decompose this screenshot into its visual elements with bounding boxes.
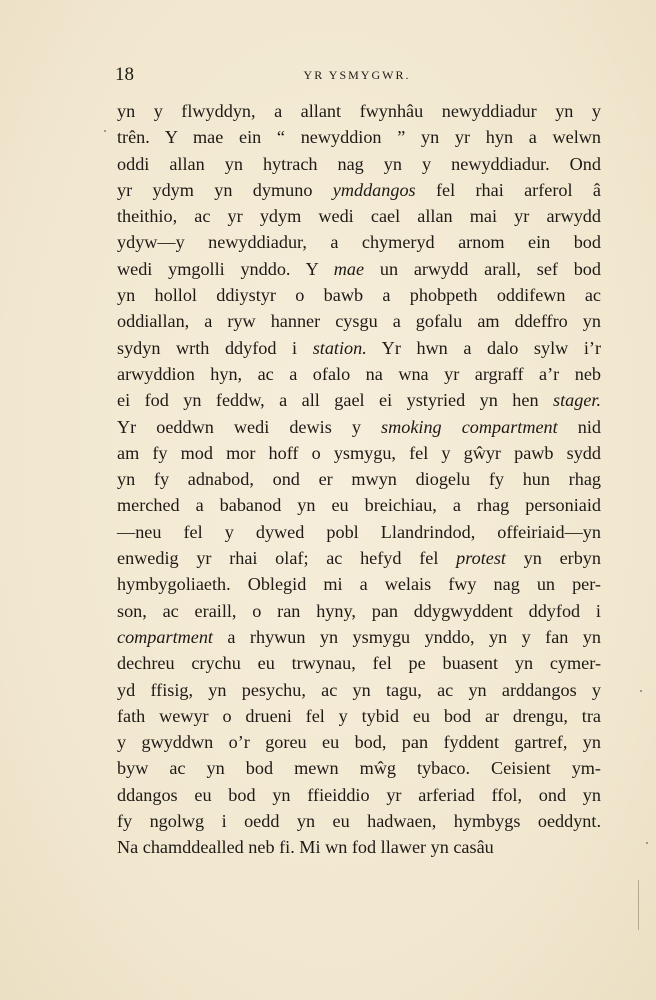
page-edge-mark — [638, 880, 639, 930]
text-line: yd ffisig, yn pesychu, ac yn tagu, ac yn arddangos y — [117, 679, 601, 700]
text-line: byw ac yn bod mewn mŵg tybaco. Ceisient ym- — [117, 758, 601, 779]
text-line: Yr oeddwn wedi dewis y smoking compartment nid — [117, 416, 601, 437]
text-line: yn hollol ddiystyr o bawb a phobpeth oddifewn ac — [117, 285, 601, 306]
text-line: arwyddion hyn, ac a ofalo na wna yr argraff a’r neb — [117, 363, 601, 384]
text-line: dechreu crychu eu trwynau, fel pe buasent yn cymer- — [117, 653, 601, 674]
text-line: fy ngolwg i oedd yn eu hadwaen, hymbygs oeddynt. — [117, 811, 601, 832]
body-text — [117, 98, 601, 861]
paper-speck — [646, 842, 648, 844]
page-number: 18 — [115, 64, 134, 85]
paper-speck — [104, 130, 106, 132]
text-line: oddiallan, a ryw hanner cysgu a gofalu am ddeffro yn — [117, 311, 601, 332]
text-line: trên. Y mae ein “ newyddion ” yn yr hyn a welwn — [117, 127, 601, 148]
text-line: son, ac eraill, o ran hyny, pan ddygwyddent ddyfod i — [117, 600, 601, 621]
text-line: ydyw—y newyddiadur, a chymeryd arnom ein bod — [117, 232, 601, 253]
text-line: Na chamddealled neb fi. Mi wn fod llawer yn casâu — [117, 837, 494, 858]
text-line: ddangos eu bod yn ffieiddio yr arferiad ffol, ond yn — [117, 784, 601, 805]
text-line: —neu fel y dywed pobl Llandrindod, offeiriaid—yn — [117, 521, 601, 542]
text-line: wedi ymgolli ynddo. Y mae un arwydd arall, sef bod — [117, 258, 601, 279]
paper-speck — [640, 690, 642, 692]
page-header — [115, 62, 599, 88]
text-line: ei fod yn feddw, a all gael ei ystyried yn hen stager. — [117, 390, 601, 411]
text-line: y gwyddwn o’r goreu eu bod, pan fyddent gartref, yn — [117, 732, 601, 753]
text-line: theithio, ac yr ydym wedi cael allan mai yr arwydd — [117, 206, 601, 227]
running-head: YR YSMYGWR. — [303, 68, 411, 82]
text-line: merched a babanod yn eu breichiau, a rhag personiaid — [117, 495, 601, 516]
text-line: am fy mod mor hoff o ysmygu, fel y gŵyr pawb sydd — [117, 442, 601, 463]
text-line: yn fy adnabod, ond er mwyn diogelu fy hun rhag — [117, 469, 601, 490]
text-line: enwedig yr rhai olaf; ac hefyd fel protest yn erbyn — [117, 548, 601, 569]
text-line: yr ydym yn dymuno ymddangos fel rhai arferol â — [117, 179, 601, 200]
text-line: oddi allan yn hytrach nag yn y newyddiadur. Ond — [117, 153, 601, 174]
text-line: compartment a rhywun yn ysmygu ynddo, yn y fan yn — [117, 626, 601, 647]
text-line: yn y flwyddyn, a allant fwynhâu newyddiadur yn y — [117, 101, 601, 121]
text-line: fath wewyr o drueni fel y tybid eu bod ar drengu, tra — [117, 705, 601, 726]
text-line: hymbygoliaeth. Oblegid mi a welais fwy nag un per- — [117, 574, 601, 595]
text-line: sydyn wrth ddyfod i station. Yr hwn a dalo sylw i’r — [117, 337, 602, 358]
